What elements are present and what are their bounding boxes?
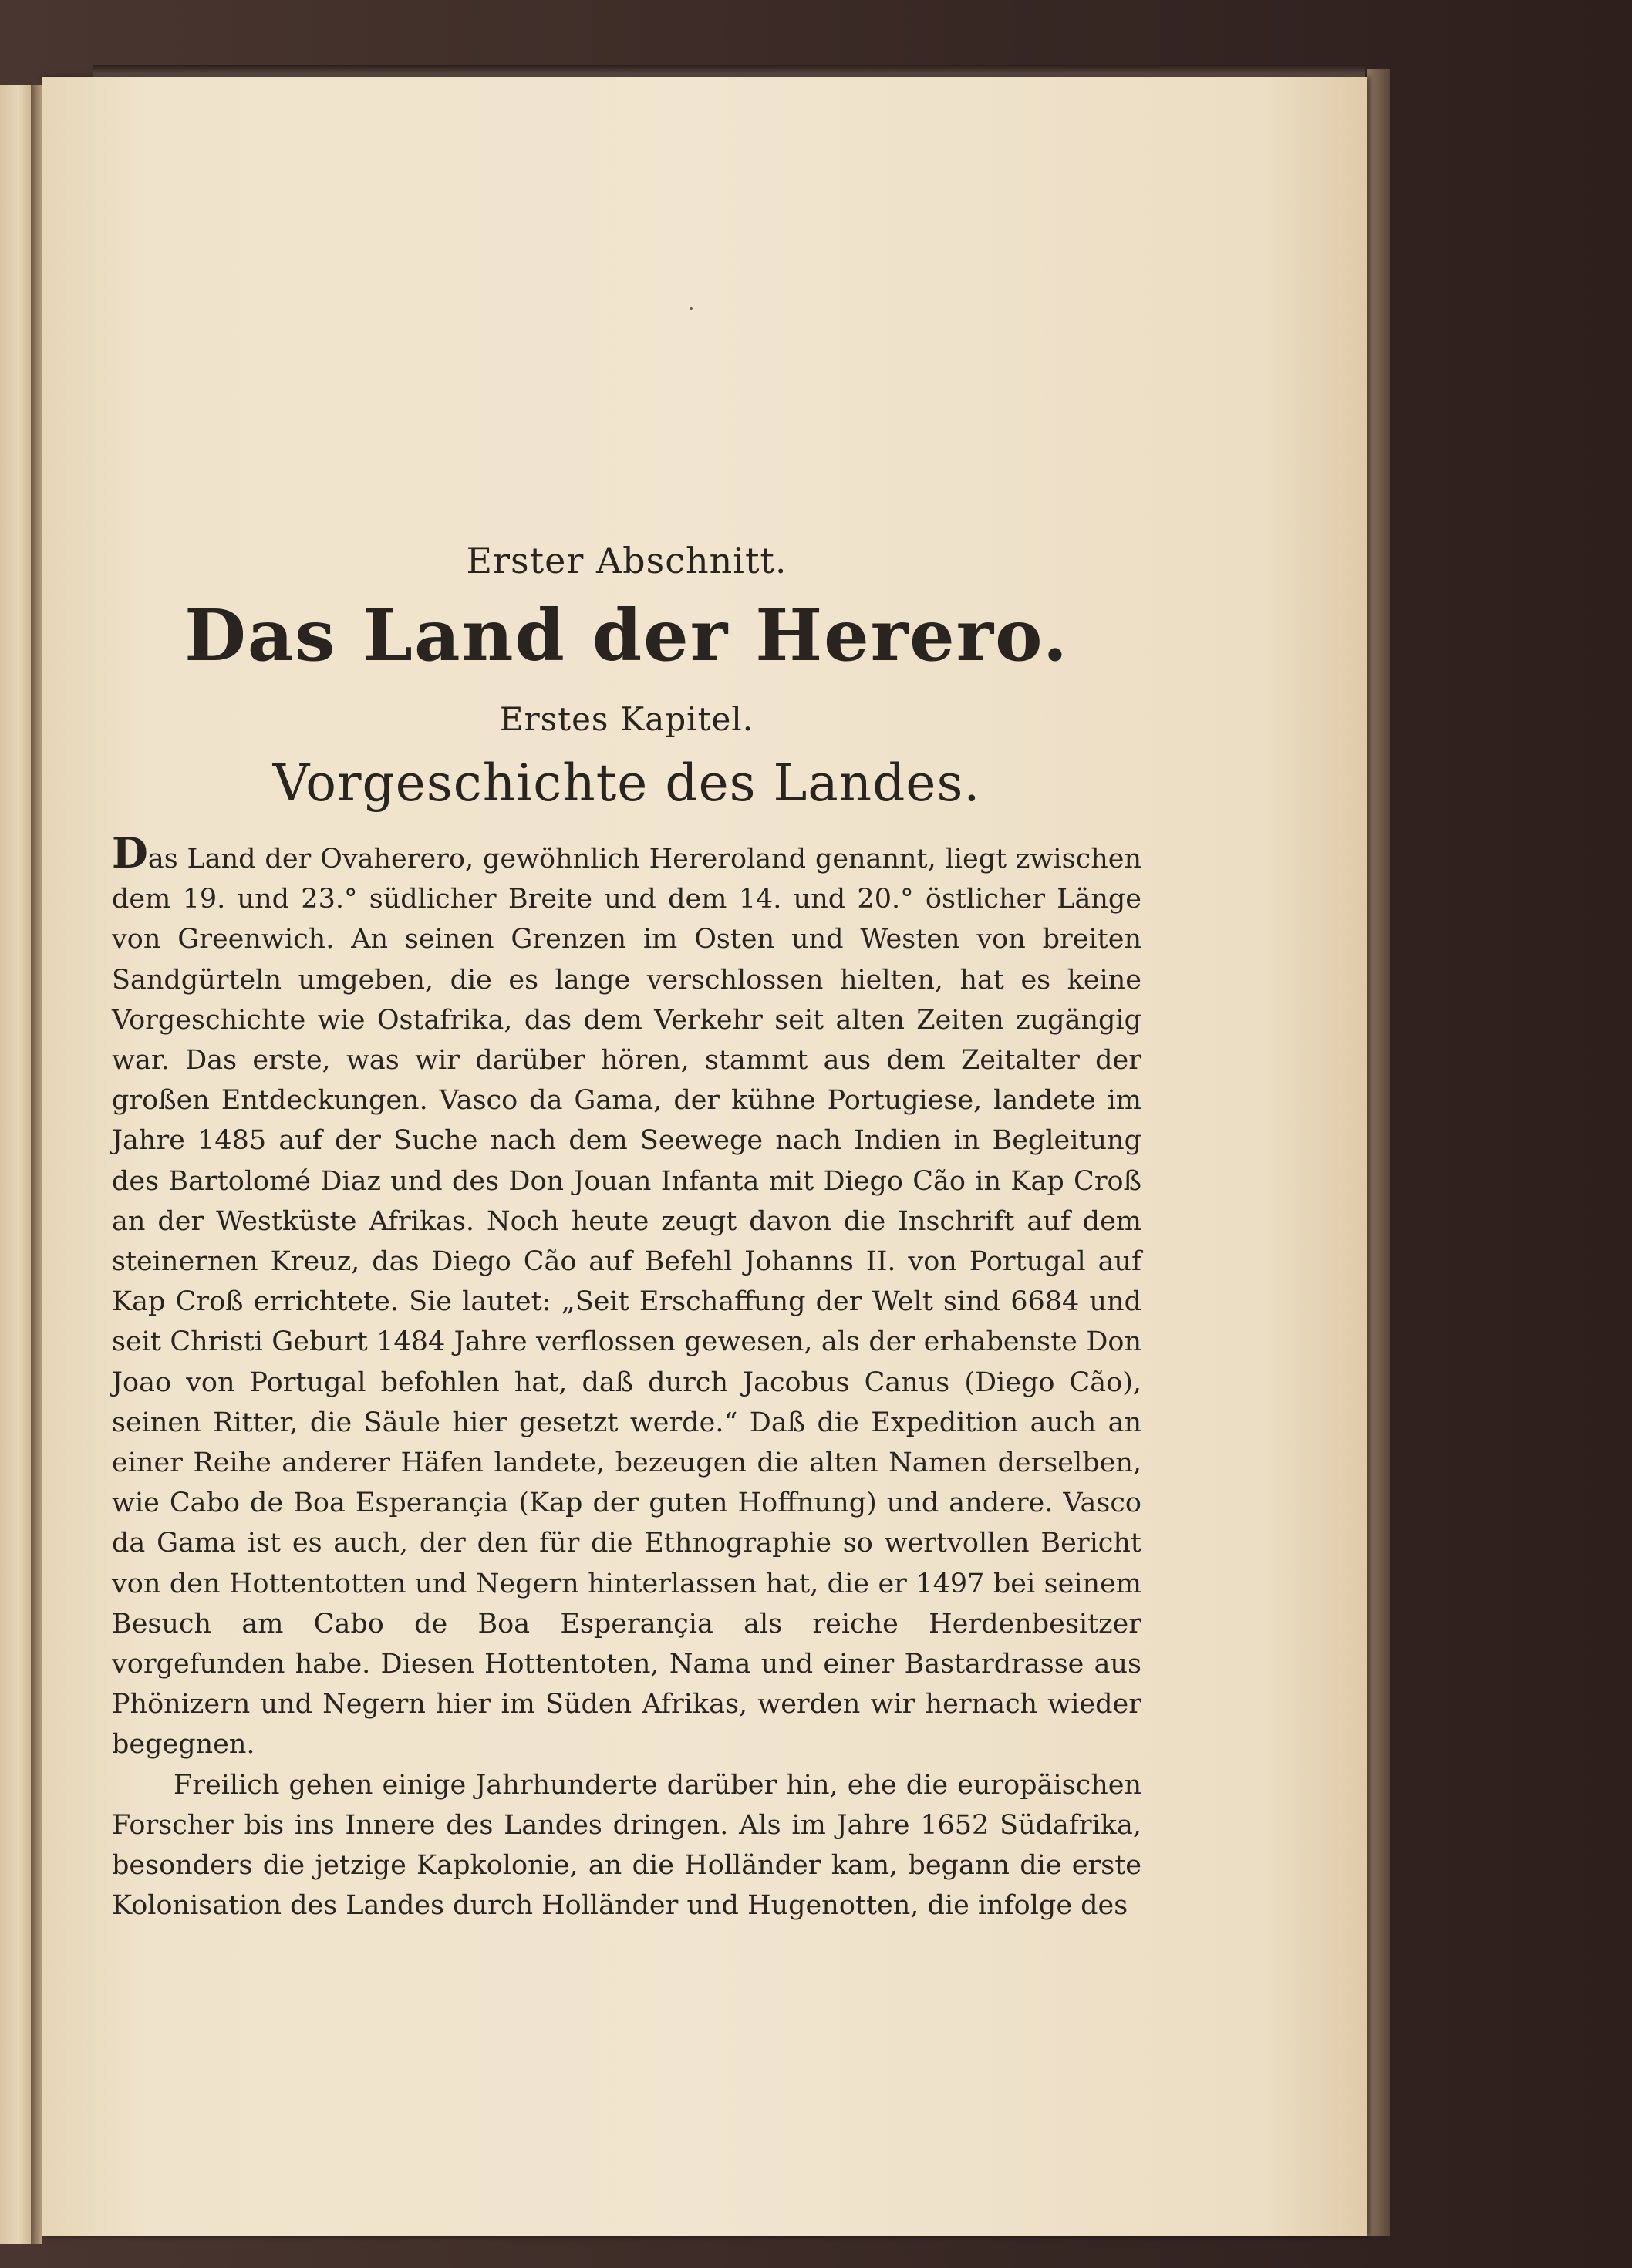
- book-gutter: [31, 85, 42, 2244]
- chapter-title: Vorgeschichte des Landes.: [272, 753, 981, 813]
- main-title: Das Land der Herero.: [184, 594, 1069, 677]
- facing-page-edge: [0, 85, 31, 2244]
- page-text: [112, 540, 1141, 1926]
- chapter-heading: Erstes Kapitel.: [499, 700, 754, 738]
- paragraph-text: as Land der Ovaherero, gewöhnlich Hereroland genannt, liegt zwischen dem 19. und 23.° südlicher Breite und dem 14. und 20.° östlicher Länge von Greenwich. An seinen Grenzen im Osten und Westen von breiten Sandgürteln umgeben, die es lange verschlossen hielten, hat es keine Vorgeschichte wie Ostafrika, das dem Verkehr seit alten Zeiten zugängig war. Das erste, was wir darüber hören, stammt aus dem Zeitalter der großen Entdeckungen. Vasco da Gama, der kühne Portugiese, landete im Jahre 1485 auf der Suche nach dem Seewege nach Indien in Begleitung des Bartolomé Diaz und des Don Jouan Infanta mit Diego Cão in Kap Croß an der Westküste Afrikas. Noch heute zeugt davon die Inschrift auf dem steinernen Kreuz, das Diego Cão auf Befehl Johanns II. von Portugal auf Kap Croß errichtete. Sie lautet: „Seit Erschaffung der Welt sind 6684 und seit Christi Geburt 1484 Jahre verflossen gewesen, als der erhabenste Don Joao von Portugal befohlen hat, daß durch Jacobus Canus (Diego Cão), seinen Ritter, die Säule hier gesetzt werde.“ Daß die Expedition auch an einer Reihe anderer Häfen landete, bezeugen die alten Namen derselben, wie Cabo de Boa Esperançia (Kap der guten Hoffnung) und andere. Vasco da Gama ist es auch, der den für die Ethnographie so wertvollen Bericht von den Hottentotten und Negern hinterlassen hat, die er 1497 bei seinem Besuch am Cabo de Boa Esperançia als reiche Herdenbesitzer vorgefunden habe. Diesen Hottentoten, Nama und einer Bastardrasse aus Phönizern und Negern hier im Süden Afrikas, werden wir hernach wieder begegnen.: [112, 844, 1141, 1761]
- page-speck: [690, 307, 693, 310]
- page-stack-edge: [1367, 69, 1390, 2236]
- paragraph-2: [112, 1765, 1141, 1926]
- paragraph-text: Freilich gehen einige Jahrhunderte darüber hin, ehe die europäischen Forscher bis ins Innere des Landes dringen. Als im Jahre 1652 Südafrika, besonders die jetzige Kapkolonie, an die Holländer kam, begann die erste Kolonisation des Landes durch Holländer und Hugenotten, die infolge des: [112, 1769, 1141, 1922]
- paragraph-1: [112, 828, 1141, 1765]
- section-heading: Erster Abschnitt.: [466, 540, 787, 581]
- drop-cap: D: [112, 828, 148, 878]
